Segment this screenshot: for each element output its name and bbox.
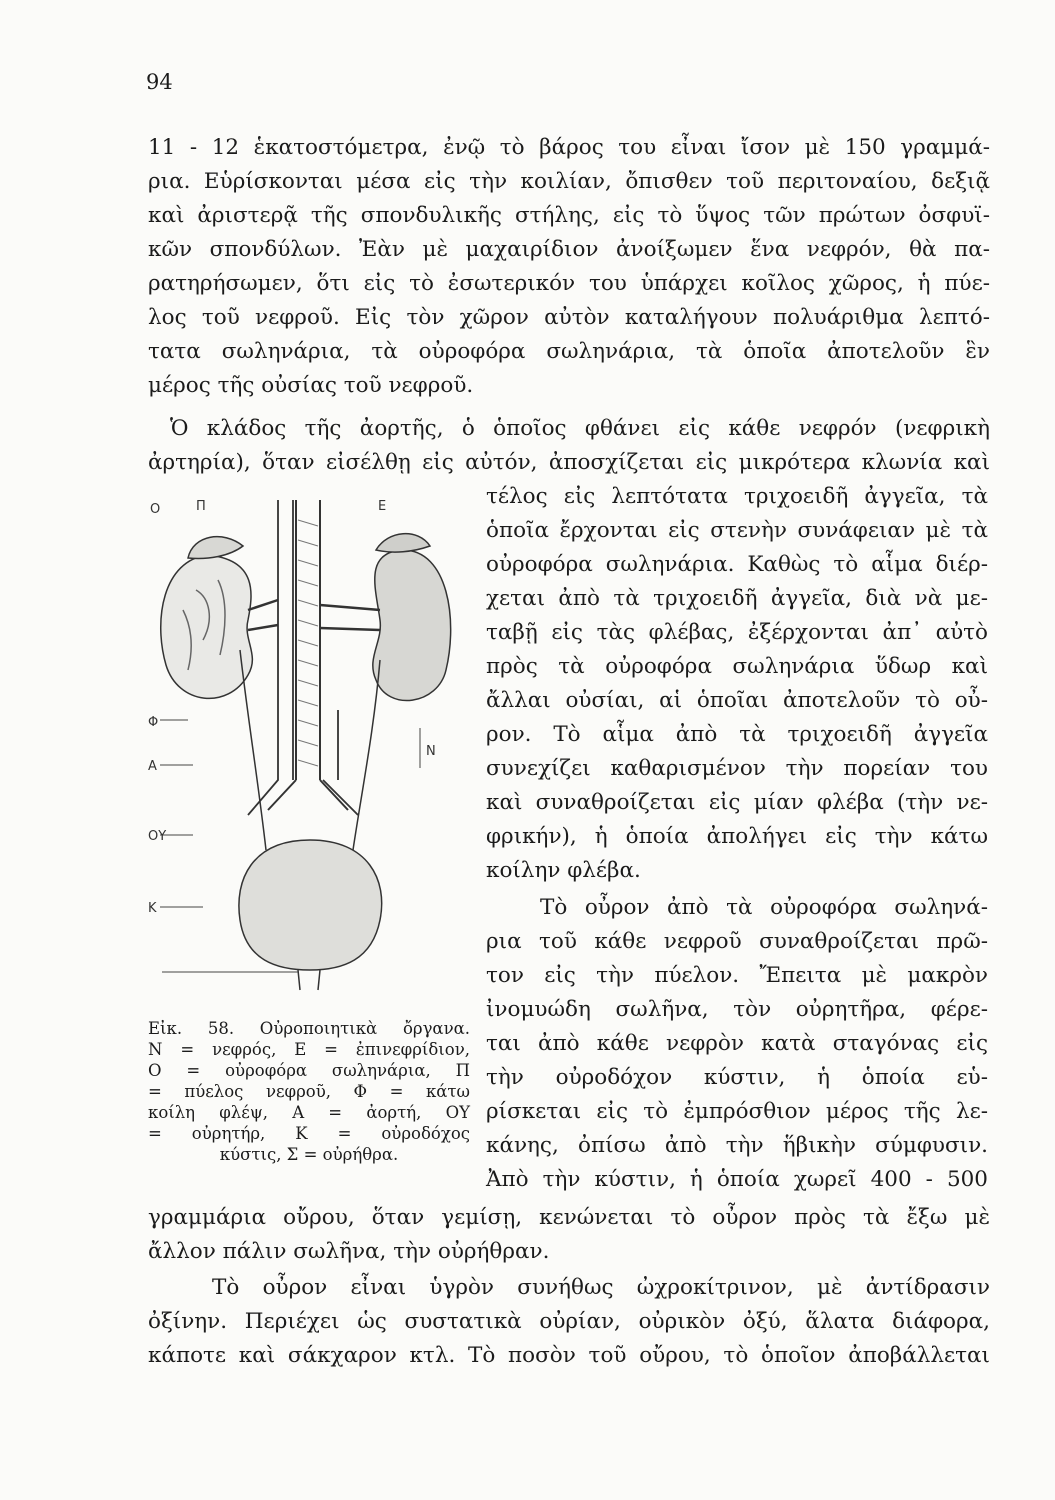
text-line: κοίλην φλέβα. bbox=[486, 858, 641, 883]
text-line: συνεχίζει καθαρισμένον τὴν πορείαν του bbox=[486, 756, 988, 781]
text-line: καὶ ἀριστερᾷ τῆς σπονδυλικῆς στήλης, εἰς τὸ ὕψος τῶν πρώτων ὀσφυϊ- bbox=[148, 203, 990, 228]
text-line: φρικήν), ἡ ὁποία ἀπολήγει εἰς τὴν κάτω bbox=[486, 824, 988, 849]
text-line: ἄλλαι οὐσίαι, αἱ ὁποῖαι ἀποτελοῦν τὸ οὖ- bbox=[486, 688, 988, 713]
right-ureter bbox=[353, 660, 380, 850]
text-line: καὶ συναθροίζεται εἰς μίαν φλέβα (τὴν νε- bbox=[486, 790, 988, 815]
text-line: ὁποῖα ἔρχονται εἰς στενὴν συνάφειαν μὲ τὰ bbox=[486, 518, 988, 543]
label-a: Α bbox=[148, 759, 157, 774]
text-line: τον εἰς τὴν πύελον. Ἔπειτα μὲ μακρὸν bbox=[486, 963, 988, 988]
left-adrenal bbox=[188, 537, 243, 559]
text-line: ταβῇ εἰς τὰς φλέβας, ἐξέρχονται ἀπ᾽ αὐτὸ bbox=[486, 620, 988, 645]
label-p: Π bbox=[196, 499, 206, 514]
label-e: Ε bbox=[378, 499, 387, 514]
text-line: ρατηρήσωμεν, ὅτι εἰς τὸ ἐσωτερικόν του ὑπάρχει κοῖλος χῶρος, ἡ πύε- bbox=[148, 271, 990, 296]
text-line: οὐροφόρα σωληνάρια. Καθὼς τὸ αἷμα διέρ- bbox=[486, 552, 988, 577]
left-kidney bbox=[161, 555, 253, 698]
text-line: Ἀπὸ τὴν κύστιν, ἡ ὁποία χωρεῖ 400 - 500 bbox=[486, 1167, 988, 1192]
text-line: τὴν οὐροδόχον κύστιν, ἡ ὁποία εὑ- bbox=[486, 1065, 988, 1090]
text-line: Ὁ κλάδος τῆς ἀορτῆς, ὁ ὁποῖος φθάνει εἰς κάθε νεφρόν (νεφρικὴ bbox=[170, 416, 990, 441]
text-line: γραμμάρια οὔρου, ὅταν γεμίσῃ, κενώνεται τὸ οὖρον πρὸς τὰ ἔξω μὲ bbox=[148, 1205, 990, 1230]
page-number: 94 bbox=[146, 70, 173, 94]
text-line: ἄλλον πάλιν σωλῆνα, τὴν οὐρήθραν. bbox=[148, 1239, 550, 1264]
text-line: Τὸ οὖρον ἀπὸ τὰ οὐροφόρα σωληνά- bbox=[540, 895, 988, 920]
label-ou: ΟΥ bbox=[148, 829, 167, 844]
text-line: κάποτε καὶ σάκχαρον κτλ. Τὸ ποσὸν τοῦ οὔρου, τὸ ὁποῖον ἀποβάλλεται bbox=[148, 1343, 990, 1368]
figure-caption-line: Ν = νεφρός, Ε = ἐπινεφρίδιον, bbox=[148, 1040, 470, 1059]
text-line: Τὸ οὖρον εἶναι ὑγρὸν συνήθως ὠχροκίτρινον, μὲ ἀντίδρασιν bbox=[212, 1275, 990, 1300]
figure-caption-line: κύστις, Σ = οὐρήθρα. bbox=[219, 1145, 399, 1164]
text-line: κῶν σπονδύλων. Ἐὰν μὲ μαχαιρίδιον ἀνοίξωμεν ἕνα νεφρόν, θὰ πα- bbox=[148, 237, 990, 262]
label-f: Φ bbox=[148, 715, 159, 730]
text-line: τατα σωληνάρια, τὰ οὐροφόρα σωληνάρια, τὰ ὁποῖα ἀποτελοῦν ἓν bbox=[148, 339, 990, 364]
label-o: Ο bbox=[150, 502, 161, 517]
right-kidney bbox=[373, 550, 451, 701]
bladder bbox=[239, 840, 382, 970]
right-adrenal bbox=[376, 534, 430, 552]
text-line: μέρος τῆς οὐσίας τοῦ νεφροῦ. bbox=[148, 373, 474, 398]
text-line: ρια τοῦ κάθε νεφροῦ συναθροίζεται πρῶ- bbox=[486, 929, 988, 954]
label-n: Ν bbox=[426, 744, 436, 759]
text-line: πρὸς τὰ οὐροφόρα σωληνάρια ὕδωρ καὶ bbox=[486, 654, 988, 679]
text-line: χεται ἀπὸ τὰ τριχοειδῆ ἀγγεῖα, διὰ νὰ με- bbox=[486, 586, 988, 611]
text-line: τέλος εἰς λεπτότατα τριχοειδῆ ἀγγεῖα, τὰ bbox=[486, 484, 988, 509]
figure-caption-line: = οὐρητήρ, Κ = οὐροδόχος bbox=[148, 1124, 470, 1143]
left-ureter bbox=[240, 650, 266, 850]
text-line: ται ἀπὸ κάθε νεφρὸν κατὰ σταγόνας εἰς bbox=[486, 1031, 988, 1056]
figure-caption-line: Εἰκ. 58. Οὐροποιητικὰ ὄργανα. bbox=[148, 1019, 470, 1038]
label-k: Κ bbox=[148, 901, 157, 916]
figure-caption-line: = πύελος νεφροῦ, Φ = κάτω bbox=[148, 1082, 470, 1101]
urinary-organs-figure bbox=[148, 480, 468, 1000]
text-line: κάνης, ὀπίσω ἀπὸ τὴν ἥβικὴν σύμφυσιν. bbox=[486, 1133, 988, 1158]
text-line: λος τοῦ νεφροῦ. Εἰς τὸν χῶρον αὐτὸν καταλήγουν πολυάριθμα λεπτό- bbox=[148, 305, 990, 330]
text-line: ἀρτηρία), ὅταν εἰσέλθῃ εἰς αὐτόν, ἀποσχίζεται εἰς μικρότερα κλωνία καὶ bbox=[148, 450, 990, 475]
text-line: ὀξίνην. Περιέχει ὡς συστατικὰ οὐρίαν, οὐρικὸν ὀξύ, ἅλατα διάφορα, bbox=[148, 1309, 990, 1334]
figure-caption-line: Ο = οὐροφόρα σωληνάρια, Π bbox=[148, 1061, 470, 1080]
urinary-organs-illustration bbox=[148, 480, 468, 1000]
text-line: ρον. Τὸ αἷμα ἀπὸ τὰ τριχοειδῆ ἀγγεῖα bbox=[486, 722, 988, 747]
text-line: ρια. Εὑρίσκονται μέσα εἰς τὴν κοιλίαν, ὄπισθεν τοῦ περιτοναίου, δεξιᾷ bbox=[148, 169, 990, 194]
text-line: ἰνομυώδη σωλῆνα, τὸν οὐρητῆρα, φέρε- bbox=[486, 997, 988, 1022]
text-line: 11 - 12 ἑκατοστόμετρα, ἐνῷ τὸ βάρος του εἶναι ἴσον μὲ 150 γραμμά- bbox=[148, 135, 990, 160]
text-line: ρίσκεται εἰς τὸ ἐμπρόσθιον μέρος τῆς λε- bbox=[486, 1099, 988, 1124]
figure-caption-line: κοίλη φλέψ, Α = ἀορτή, ΟΥ bbox=[148, 1103, 470, 1122]
